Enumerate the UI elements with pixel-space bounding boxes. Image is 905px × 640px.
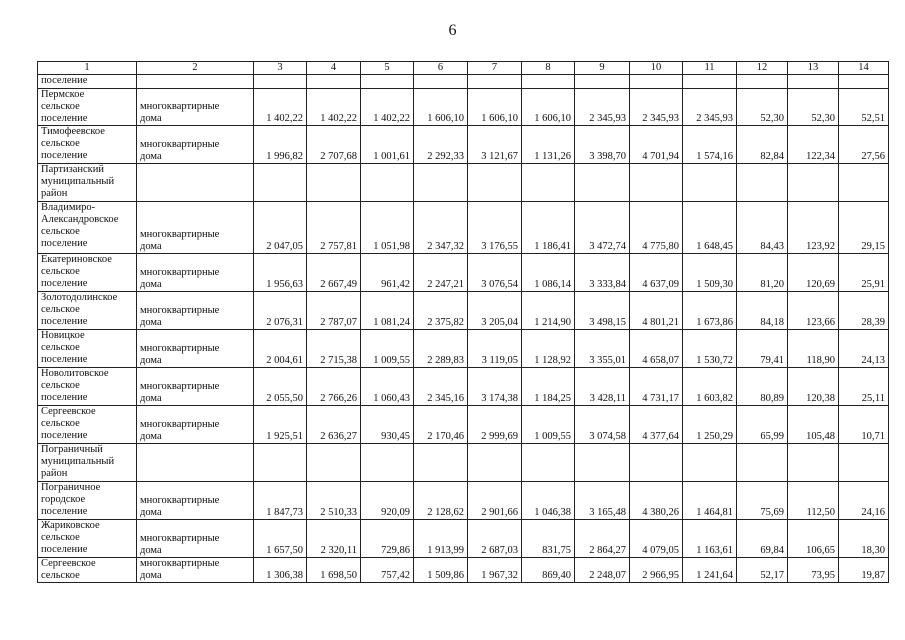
value-cell bbox=[737, 75, 788, 89]
value-cell: 1 913,99 bbox=[414, 520, 468, 558]
value-cell: 1 847,73 bbox=[254, 482, 307, 520]
value-cell: 2 375,82 bbox=[414, 292, 468, 330]
value-cell: 2 170,46 bbox=[414, 406, 468, 444]
value-cell: 3 121,67 bbox=[468, 126, 522, 164]
value-cell: 120,69 bbox=[788, 254, 839, 292]
building-type-cell: многоквартирные дома bbox=[137, 330, 254, 368]
settlement-name-cell: Сергеевское сельское поселение bbox=[38, 406, 137, 444]
value-cell: 2 757,81 bbox=[307, 202, 361, 254]
column-number-cell: 3 bbox=[254, 62, 307, 75]
value-cell: 1 464,81 bbox=[683, 482, 737, 520]
value-cell bbox=[575, 75, 630, 89]
value-cell bbox=[630, 444, 683, 482]
column-number-cell: 14 bbox=[839, 62, 889, 75]
value-cell: 65,99 bbox=[737, 406, 788, 444]
value-cell: 2 687,03 bbox=[468, 520, 522, 558]
value-cell: 757,42 bbox=[361, 558, 414, 583]
value-cell: 1 530,72 bbox=[683, 330, 737, 368]
value-cell: 1 925,51 bbox=[254, 406, 307, 444]
value-cell: 1 606,10 bbox=[522, 89, 575, 126]
value-cell bbox=[414, 444, 468, 482]
value-cell: 1 509,86 bbox=[414, 558, 468, 583]
value-cell bbox=[683, 444, 737, 482]
value-cell: 1 009,55 bbox=[522, 406, 575, 444]
value-cell: 123,66 bbox=[788, 292, 839, 330]
column-number-cell: 10 bbox=[630, 62, 683, 75]
value-cell: 831,75 bbox=[522, 520, 575, 558]
table-row bbox=[38, 368, 889, 406]
value-cell: 1 402,22 bbox=[254, 89, 307, 126]
column-number-cell: 5 bbox=[361, 62, 414, 75]
building-type-cell bbox=[137, 75, 254, 89]
value-cell: 4 079,05 bbox=[630, 520, 683, 558]
value-cell bbox=[361, 75, 414, 89]
settlement-name-cell: Новолитовское сельское поселение bbox=[38, 368, 137, 406]
column-number-cell: 13 bbox=[788, 62, 839, 75]
value-cell: 2 004,61 bbox=[254, 330, 307, 368]
settlement-name-cell: Новицкое сельское поселение bbox=[38, 330, 137, 368]
value-cell bbox=[683, 75, 737, 89]
value-cell: 27,56 bbox=[839, 126, 889, 164]
value-cell: 920,09 bbox=[361, 482, 414, 520]
value-cell: 52,30 bbox=[737, 89, 788, 126]
value-cell: 1 051,98 bbox=[361, 202, 414, 254]
settlement-name-cell: Пограничное городское поселение bbox=[38, 482, 137, 520]
value-cell: 1 603,82 bbox=[683, 368, 737, 406]
value-cell bbox=[575, 164, 630, 202]
table-row bbox=[38, 292, 889, 330]
value-cell: 2 289,83 bbox=[414, 330, 468, 368]
value-cell: 2 345,16 bbox=[414, 368, 468, 406]
table-row bbox=[38, 89, 889, 126]
value-cell: 3 498,15 bbox=[575, 292, 630, 330]
value-cell: 2 966,95 bbox=[630, 558, 683, 583]
settlement-name-cell: Тимофеевское сельское поселение bbox=[38, 126, 137, 164]
value-cell: 2 864,27 bbox=[575, 520, 630, 558]
building-type-cell: многоквартирные дома bbox=[137, 202, 254, 254]
value-cell: 3 205,04 bbox=[468, 292, 522, 330]
value-cell: 3 176,55 bbox=[468, 202, 522, 254]
building-type-cell: многоквартирные дома bbox=[137, 558, 254, 583]
value-cell: 84,18 bbox=[737, 292, 788, 330]
value-cell: 79,41 bbox=[737, 330, 788, 368]
value-cell: 2 247,21 bbox=[414, 254, 468, 292]
table-row bbox=[38, 330, 889, 368]
column-number-cell: 7 bbox=[468, 62, 522, 75]
settlement-name-cell: Сергеевское сельское bbox=[38, 558, 137, 583]
building-type-cell: многоквартирные дома bbox=[137, 292, 254, 330]
value-cell bbox=[254, 164, 307, 202]
value-cell: 1 657,50 bbox=[254, 520, 307, 558]
value-cell bbox=[522, 164, 575, 202]
value-cell bbox=[839, 164, 889, 202]
value-cell: 2 999,69 bbox=[468, 406, 522, 444]
column-number-cell: 8 bbox=[522, 62, 575, 75]
table-row bbox=[38, 520, 889, 558]
column-number-cell: 12 bbox=[737, 62, 788, 75]
value-cell: 3 333,84 bbox=[575, 254, 630, 292]
value-cell: 3 428,11 bbox=[575, 368, 630, 406]
building-type-cell: многоквартирные дома bbox=[137, 368, 254, 406]
value-cell: 1 241,64 bbox=[683, 558, 737, 583]
table-row bbox=[38, 558, 889, 583]
value-cell bbox=[683, 164, 737, 202]
value-cell bbox=[839, 75, 889, 89]
value-cell: 3 174,38 bbox=[468, 368, 522, 406]
building-type-cell: многоквартирные дома bbox=[137, 520, 254, 558]
value-cell: 1 046,38 bbox=[522, 482, 575, 520]
building-type-cell bbox=[137, 444, 254, 482]
value-cell: 4 801,21 bbox=[630, 292, 683, 330]
value-cell: 869,40 bbox=[522, 558, 575, 583]
settlement-name-cell: Пограничный муниципальный район bbox=[38, 444, 137, 482]
column-number-row bbox=[38, 62, 889, 75]
value-cell: 1 673,86 bbox=[683, 292, 737, 330]
value-cell: 4 775,80 bbox=[630, 202, 683, 254]
value-cell: 105,48 bbox=[788, 406, 839, 444]
value-cell: 10,71 bbox=[839, 406, 889, 444]
value-cell: 2 345,93 bbox=[683, 89, 737, 126]
value-cell bbox=[522, 75, 575, 89]
column-number-cell: 4 bbox=[307, 62, 361, 75]
value-cell: 1 214,90 bbox=[522, 292, 575, 330]
value-cell bbox=[522, 444, 575, 482]
value-cell: 52,30 bbox=[788, 89, 839, 126]
value-cell: 930,45 bbox=[361, 406, 414, 444]
table-row bbox=[38, 164, 889, 202]
value-cell: 1 306,38 bbox=[254, 558, 307, 583]
value-cell: 1 009,55 bbox=[361, 330, 414, 368]
value-cell bbox=[737, 444, 788, 482]
settlement-name-cell: Жариковское сельское поселение bbox=[38, 520, 137, 558]
value-cell: 4 377,64 bbox=[630, 406, 683, 444]
value-cell: 80,89 bbox=[737, 368, 788, 406]
value-cell bbox=[414, 75, 468, 89]
value-cell: 2 345,93 bbox=[630, 89, 683, 126]
value-cell: 1 131,26 bbox=[522, 126, 575, 164]
settlement-name-cell: Пермское сельское поселение bbox=[38, 89, 137, 126]
column-number-cell: 6 bbox=[414, 62, 468, 75]
value-cell bbox=[788, 75, 839, 89]
table-row bbox=[38, 126, 889, 164]
value-cell bbox=[307, 444, 361, 482]
value-cell: 3 074,58 bbox=[575, 406, 630, 444]
value-cell: 3 355,01 bbox=[575, 330, 630, 368]
value-cell bbox=[307, 164, 361, 202]
value-cell: 81,20 bbox=[737, 254, 788, 292]
column-number-cell: 11 bbox=[683, 62, 737, 75]
value-cell: 2 248,07 bbox=[575, 558, 630, 583]
building-type-cell: многоквартирные дома bbox=[137, 482, 254, 520]
value-cell: 118,90 bbox=[788, 330, 839, 368]
value-cell: 1 060,43 bbox=[361, 368, 414, 406]
value-cell: 4 731,17 bbox=[630, 368, 683, 406]
table-row bbox=[38, 254, 889, 292]
value-cell: 1 698,50 bbox=[307, 558, 361, 583]
settlement-name-cell: Партизанский муниципальный район bbox=[38, 164, 137, 202]
value-cell: 4 637,09 bbox=[630, 254, 683, 292]
value-cell: 1 001,61 bbox=[361, 126, 414, 164]
value-cell bbox=[575, 444, 630, 482]
value-cell: 2 345,93 bbox=[575, 89, 630, 126]
value-cell: 1 163,61 bbox=[683, 520, 737, 558]
value-cell: 1 184,25 bbox=[522, 368, 575, 406]
value-cell: 19,87 bbox=[839, 558, 889, 583]
value-cell: 1 574,16 bbox=[683, 126, 737, 164]
value-cell: 123,92 bbox=[788, 202, 839, 254]
value-cell bbox=[254, 75, 307, 89]
value-cell bbox=[468, 75, 522, 89]
value-cell: 1 128,92 bbox=[522, 330, 575, 368]
value-cell: 69,84 bbox=[737, 520, 788, 558]
value-cell: 2 766,26 bbox=[307, 368, 361, 406]
value-cell: 4 380,26 bbox=[630, 482, 683, 520]
value-cell: 1 402,22 bbox=[361, 89, 414, 126]
page-number: 6 bbox=[448, 22, 457, 39]
value-cell: 3 165,48 bbox=[575, 482, 630, 520]
value-cell: 24,13 bbox=[839, 330, 889, 368]
value-cell: 73,95 bbox=[788, 558, 839, 583]
value-cell bbox=[361, 444, 414, 482]
value-cell bbox=[630, 75, 683, 89]
value-cell: 2 667,49 bbox=[307, 254, 361, 292]
value-cell: 1 967,32 bbox=[468, 558, 522, 583]
value-cell bbox=[737, 164, 788, 202]
value-cell bbox=[788, 164, 839, 202]
value-cell bbox=[254, 444, 307, 482]
value-cell: 2 787,07 bbox=[307, 292, 361, 330]
value-cell bbox=[468, 164, 522, 202]
value-cell: 82,84 bbox=[737, 126, 788, 164]
value-cell: 1 086,14 bbox=[522, 254, 575, 292]
building-type-cell: многоквартирные дома bbox=[137, 89, 254, 126]
value-cell bbox=[839, 444, 889, 482]
value-cell: 2 707,68 bbox=[307, 126, 361, 164]
value-cell: 106,65 bbox=[788, 520, 839, 558]
value-cell: 961,42 bbox=[361, 254, 414, 292]
value-cell: 2 347,32 bbox=[414, 202, 468, 254]
value-cell: 1 956,63 bbox=[254, 254, 307, 292]
value-cell: 25,91 bbox=[839, 254, 889, 292]
column-number-cell: 1 bbox=[38, 62, 137, 75]
column-number-cell: 9 bbox=[575, 62, 630, 75]
value-cell: 2 047,05 bbox=[254, 202, 307, 254]
value-cell: 29,15 bbox=[839, 202, 889, 254]
settlement-name-cell: Золотодолинское сельское поселение bbox=[38, 292, 137, 330]
column-number-cell: 2 bbox=[137, 62, 254, 75]
building-type-cell bbox=[137, 164, 254, 202]
value-cell: 52,51 bbox=[839, 89, 889, 126]
value-cell: 2 292,33 bbox=[414, 126, 468, 164]
value-cell: 3 076,54 bbox=[468, 254, 522, 292]
value-cell: 84,43 bbox=[737, 202, 788, 254]
building-type-cell: многоквартирные дома bbox=[137, 126, 254, 164]
value-cell: 24,16 bbox=[839, 482, 889, 520]
table-row bbox=[38, 444, 889, 482]
value-cell: 1 186,41 bbox=[522, 202, 575, 254]
building-type-cell: многоквартирные дома bbox=[137, 406, 254, 444]
value-cell: 4 701,94 bbox=[630, 126, 683, 164]
value-cell: 1 606,10 bbox=[414, 89, 468, 126]
value-cell bbox=[414, 164, 468, 202]
value-cell: 1 606,10 bbox=[468, 89, 522, 126]
value-cell: 18,30 bbox=[839, 520, 889, 558]
value-cell: 729,86 bbox=[361, 520, 414, 558]
value-cell: 2 320,11 bbox=[307, 520, 361, 558]
value-cell bbox=[307, 75, 361, 89]
table-row bbox=[38, 202, 889, 254]
value-cell: 1 996,82 bbox=[254, 126, 307, 164]
value-cell bbox=[630, 164, 683, 202]
value-cell: 52,17 bbox=[737, 558, 788, 583]
value-cell bbox=[468, 444, 522, 482]
building-type-cell: многоквартирные дома bbox=[137, 254, 254, 292]
value-cell: 2 510,33 bbox=[307, 482, 361, 520]
value-cell: 25,11 bbox=[839, 368, 889, 406]
value-cell bbox=[788, 444, 839, 482]
value-cell: 28,39 bbox=[839, 292, 889, 330]
value-cell: 2 055,50 bbox=[254, 368, 307, 406]
value-cell: 2 901,66 bbox=[468, 482, 522, 520]
value-cell: 2 636,27 bbox=[307, 406, 361, 444]
value-cell: 3 119,05 bbox=[468, 330, 522, 368]
value-cell bbox=[361, 164, 414, 202]
value-cell: 120,38 bbox=[788, 368, 839, 406]
value-cell: 2 076,31 bbox=[254, 292, 307, 330]
settlement-name-cell: Екатериновское сельское поселение bbox=[38, 254, 137, 292]
value-cell: 2 128,62 bbox=[414, 482, 468, 520]
value-cell: 2 715,38 bbox=[307, 330, 361, 368]
tariff-table bbox=[37, 61, 889, 583]
table-row bbox=[38, 406, 889, 444]
value-cell: 75,69 bbox=[737, 482, 788, 520]
value-cell: 1 081,24 bbox=[361, 292, 414, 330]
table-row bbox=[38, 482, 889, 520]
table-row bbox=[38, 75, 889, 89]
value-cell: 1 648,45 bbox=[683, 202, 737, 254]
value-cell: 1 509,30 bbox=[683, 254, 737, 292]
value-cell: 4 658,07 bbox=[630, 330, 683, 368]
value-cell: 122,34 bbox=[788, 126, 839, 164]
value-cell: 3 398,70 bbox=[575, 126, 630, 164]
settlement-name-cell: Владимиро- Александровское сельское поселение bbox=[38, 202, 137, 254]
value-cell: 112,50 bbox=[788, 482, 839, 520]
value-cell: 1 250,29 bbox=[683, 406, 737, 444]
value-cell: 3 472,74 bbox=[575, 202, 630, 254]
settlement-name-cell: поселение bbox=[38, 75, 137, 89]
value-cell: 1 402,22 bbox=[307, 89, 361, 126]
